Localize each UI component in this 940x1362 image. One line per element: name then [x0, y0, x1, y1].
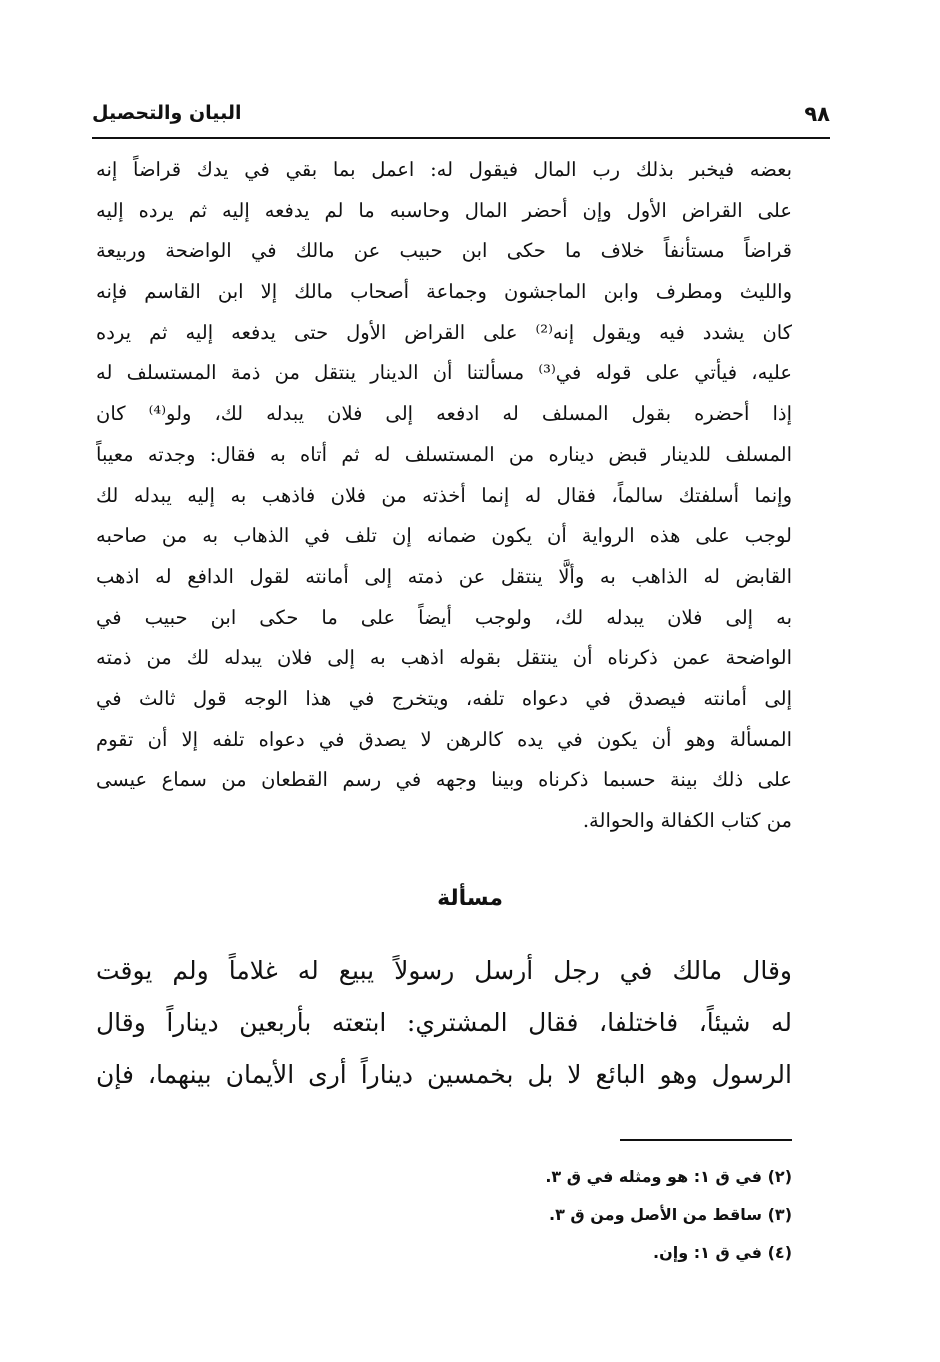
running-title: البيان والتحصيل — [92, 102, 242, 124]
text-line: وإنما أسلفتك سالماً، فقال له إنما أخذته من فلان فاذهب به إليه يبدله لك — [96, 483, 792, 507]
page-number: ٩٨ — [804, 102, 830, 126]
text-line: إلى أمانته فيصدق في دعواه تلفه، ويتخرج في هذا الوجه قول ثالث في — [96, 686, 792, 710]
page-header — [92, 100, 830, 136]
section-line: وقال مالك في رجل أرسل رسولاً يبيع له غلاماً ولم يوقت — [96, 956, 792, 985]
footnote: (٤) في ق ١: وإن. — [653, 1243, 792, 1262]
section-line: الرسول وهو البائع لا بل بخمسين ديناراً أرى الأيمان بينهما، فإن — [96, 1060, 792, 1089]
text-line: المسلف للدينار قبض ديناره من المستسلف له ثم أتاه به فقال: وجدته معيباً — [96, 442, 792, 466]
text-line: على القراض الأول وإن أحضر المال وحاسبه ما لم يدفعه إليه ثم يرده إليه — [96, 198, 792, 222]
footnote: (٢) في ق ١: هو ومثله في ق ٣. — [545, 1167, 792, 1186]
section-heading: مسألة — [437, 886, 503, 911]
section-paragraph — [96, 945, 792, 1101]
text-line: الواضحة عمن ذكرناه أن ينتقل بقوله اذهب به إلى فلان يبدله لك من ذمته — [96, 646, 792, 670]
text-line: به إلى فلان يبدله لك، ولوجب أيضاً على ما حكى ابن حبيب في — [96, 605, 792, 629]
body-paragraph — [96, 150, 792, 842]
text-line: عليه، فيأتي على قوله في⁽³⁾ مسألتنا أن الدينار ينتقل من ذمة المستسلف له — [96, 361, 792, 385]
footnote: (٣) ساقط من الأصل ومن ق ٣. — [548, 1205, 792, 1224]
footnote-rule — [620, 1139, 792, 1141]
text-line: بعضه فيخبر بذلك رب المال فيقول له: اعمل بما بقي في يدك قراضاً إنه — [96, 158, 792, 181]
text-line: على ذلك بينة حسبما ذكرناه وبينا وجهه في رسم القطعان من سماع عيسى — [96, 768, 792, 792]
text-line: كان يشدد فيه ويقول إنه⁽²⁾ على القراض الأول حتى يدفعه إليه ثم يرده — [96, 320, 792, 344]
text-line: والليث ومطرف وابن الماجشون وجماعة أصحاب مالك إلا ابن القاسم فإنه — [96, 280, 792, 304]
text-line: المسألة وهو أن يكون في يده كالرهن لا يصدق في دعواه تلفه إلا أن تقوم — [96, 727, 792, 751]
footnotes — [292, 1158, 792, 1272]
text-line: قراضاً مستأنفاً خلاف ما حكى ابن حبيب عن مالك في الواضحة وربيعة — [96, 239, 792, 263]
header-rule — [92, 137, 830, 139]
text-line: إذا أحضره بقول المسلف له ادفعه إلى فلان يبدله لك، ولو⁽⁴⁾ كان — [96, 402, 792, 426]
text-line: القابض له الذاهب به وألَّا ينتقل عن ذمته إلى أمانته لقول الدافع له اذهب — [96, 564, 792, 588]
text-line: من كتاب الكفالة والحوالة. — [582, 809, 792, 832]
text-line: لوجب على هذه الرواية أن يكون ضمانه إن تلف في الذهاب به من صاحبه — [96, 524, 792, 548]
section-line: له شيئاً، فاختلفا، فقال المشتري: ابتعته بأربعين ديناراً وقال — [96, 1008, 792, 1037]
